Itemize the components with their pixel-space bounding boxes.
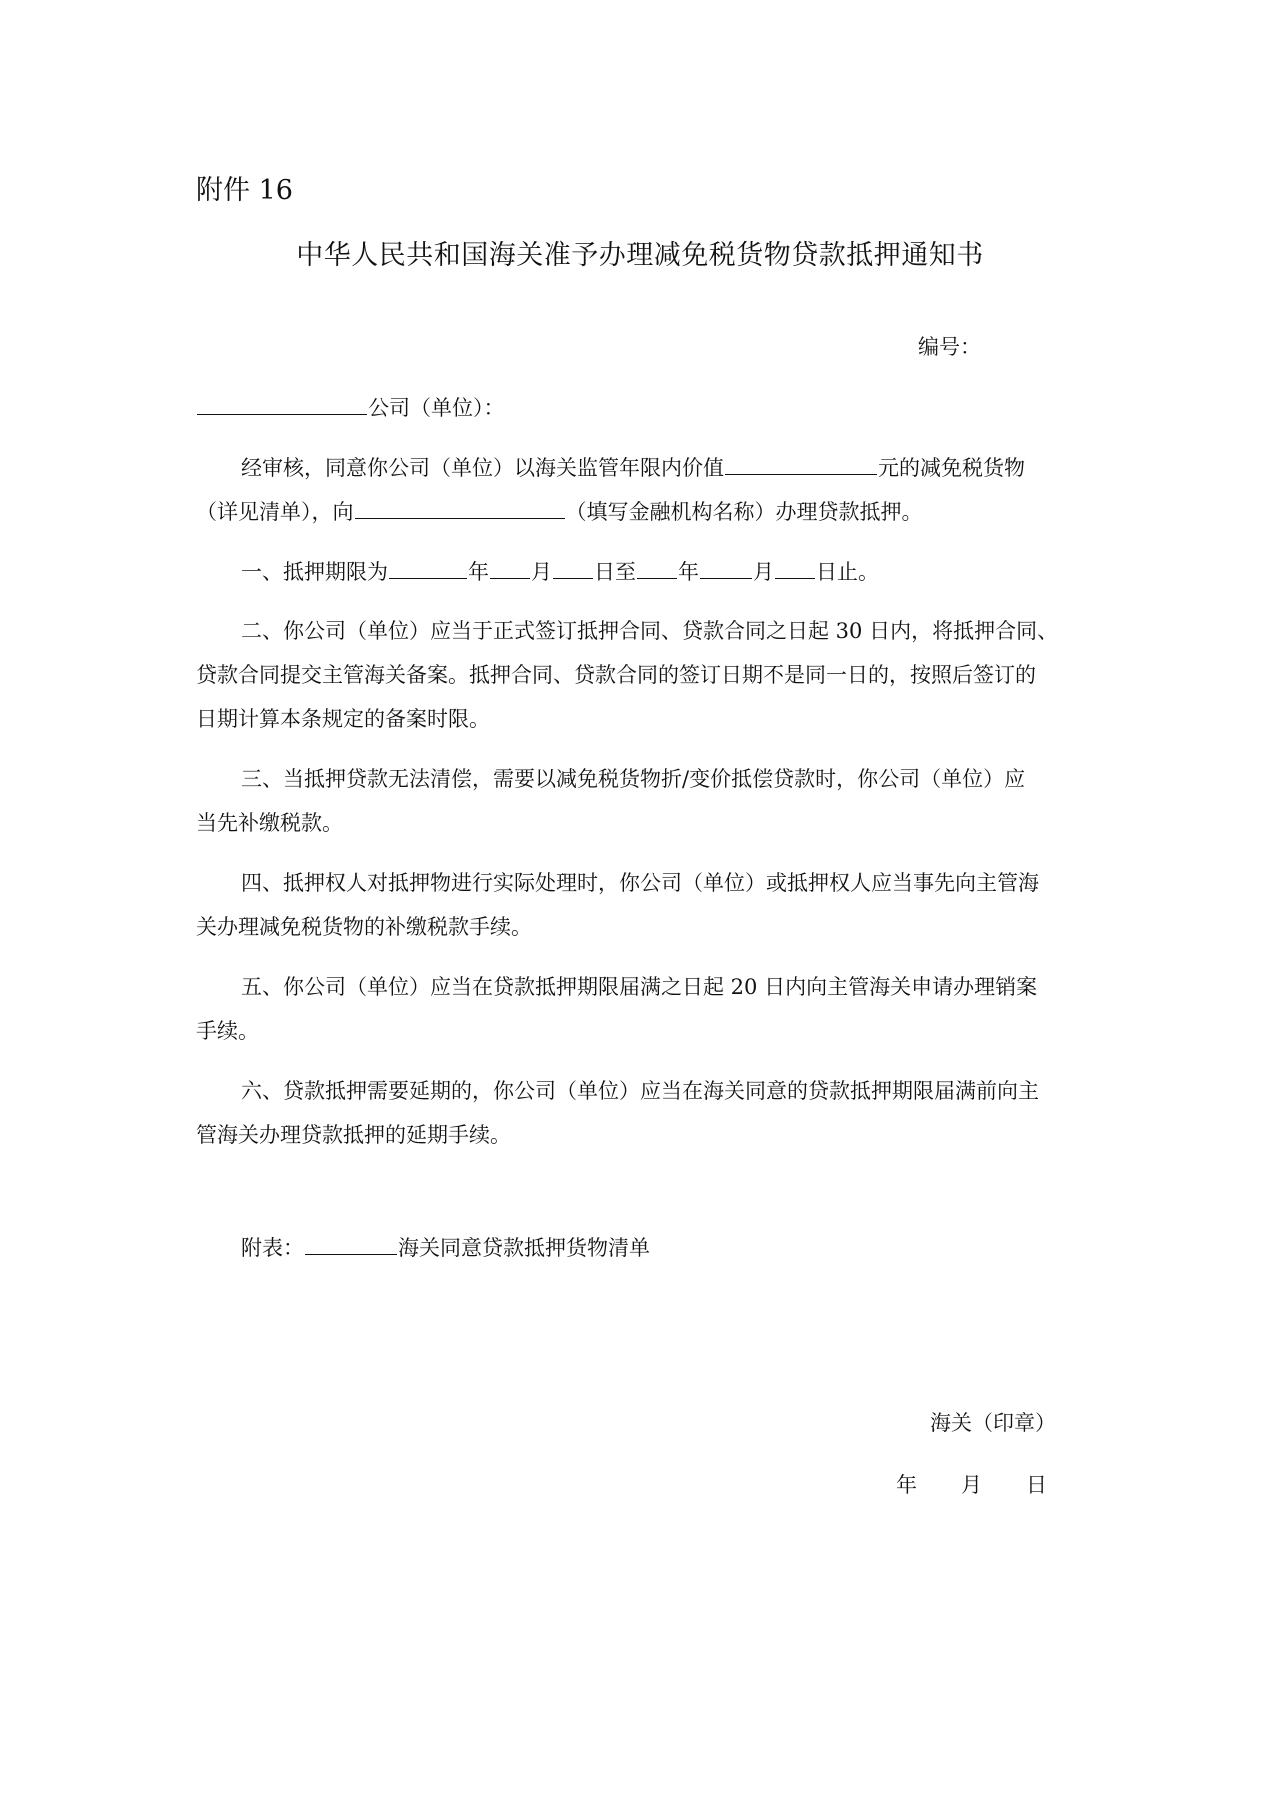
company-name-blank [197, 392, 367, 415]
end-day-blank [775, 556, 815, 579]
end-year-blank [637, 556, 677, 579]
clause-4-line-1: 四、抵押权人对抵押物进行实际处理时，你公司（单位）或抵押权人应当事先向主管海 [241, 871, 1039, 895]
appendix-prefix: 附表： [241, 1236, 304, 1260]
intro-line1-suffix: 元的减免税货物 [878, 456, 1025, 480]
attachment-label: 附件 16 [196, 175, 293, 206]
document-title: 中华人民共和国海关准予办理减免税货物贷款抵押通知书 [296, 240, 984, 271]
intro-line-1 [241, 452, 1025, 483]
date-month-label: 月 [961, 1473, 982, 1497]
clause-4-line-2: 关办理减免税货物的补缴税款手续。 [196, 915, 532, 939]
intro-line1-prefix: 经审核，同意你公司（单位）以海关监管年限内价值 [241, 456, 724, 480]
start-day-blank [553, 556, 593, 579]
clause-3-line-1: 三、当抵押贷款无法清偿，需要以减免税货物折/变价抵偿贷款时，你公司（单位）应 [241, 767, 1026, 791]
clause-5-line-1: 五、你公司（单位）应当在贷款抵押期限届满之日起 20 日内向主管海关申请办理销案 [241, 975, 1038, 999]
clause-2-line-3: 日期计算本条规定的备案时限。 [196, 707, 490, 731]
signature-date [896, 1470, 1047, 1500]
clause-1-day1: 日至 [594, 560, 636, 584]
financial-institution-blank [355, 496, 565, 519]
clause-3-line-2: 当先补缴税款。 [196, 811, 343, 835]
end-month-blank [700, 556, 752, 579]
clause-1-day2: 日止。 [816, 560, 879, 584]
clause-6-line-2: 管海关办理贷款抵押的延期手续。 [196, 1123, 511, 1147]
clause-5-line-2: 手续。 [196, 1019, 259, 1043]
addressee-line [196, 392, 505, 423]
clause-2-line-2: 贷款合同提交主管海关备案。抵押合同、贷款合同的签订日期不是同一日的，按照后签订的 [196, 663, 1036, 687]
appendix-customs-blank [305, 1232, 397, 1255]
clause-6-line-1: 六、贷款抵押需要延期的，你公司（单位）应当在海关同意的贷款抵押期限届满前向主 [241, 1079, 1039, 1103]
clause-1-year2: 年 [678, 560, 699, 584]
intro-line-2 [196, 496, 923, 527]
value-amount-blank [725, 452, 877, 475]
appendix-line [241, 1232, 650, 1263]
appendix-suffix: 海关同意贷款抵押货物清单 [398, 1236, 650, 1260]
start-year-blank [389, 556, 467, 579]
clause-1 [241, 556, 879, 587]
date-year-label: 年 [896, 1473, 917, 1497]
serial-number-label: 编号： [918, 335, 981, 359]
clause-1-month2: 月 [753, 560, 774, 584]
date-day-label: 日 [1026, 1473, 1047, 1497]
addressee-suffix: 公司（单位）： [368, 396, 505, 420]
clause-1-year1: 年 [468, 560, 489, 584]
clause-1-month1: 月 [531, 560, 552, 584]
start-month-blank [490, 556, 530, 579]
clause-1-prefix: 一、抵押期限为 [241, 560, 388, 584]
intro-line2-prefix: （详见清单），向 [196, 500, 354, 524]
customs-seal-label: 海关（印章） [930, 1411, 1056, 1435]
intro-line2-suffix: （填写金融机构名称）办理贷款抵押。 [565, 500, 923, 524]
clause-2-line-1: 二、你公司（单位）应当于正式签订抵押合同、贷款合同之日起 30 日内，将抵押合同、 [241, 619, 1059, 643]
